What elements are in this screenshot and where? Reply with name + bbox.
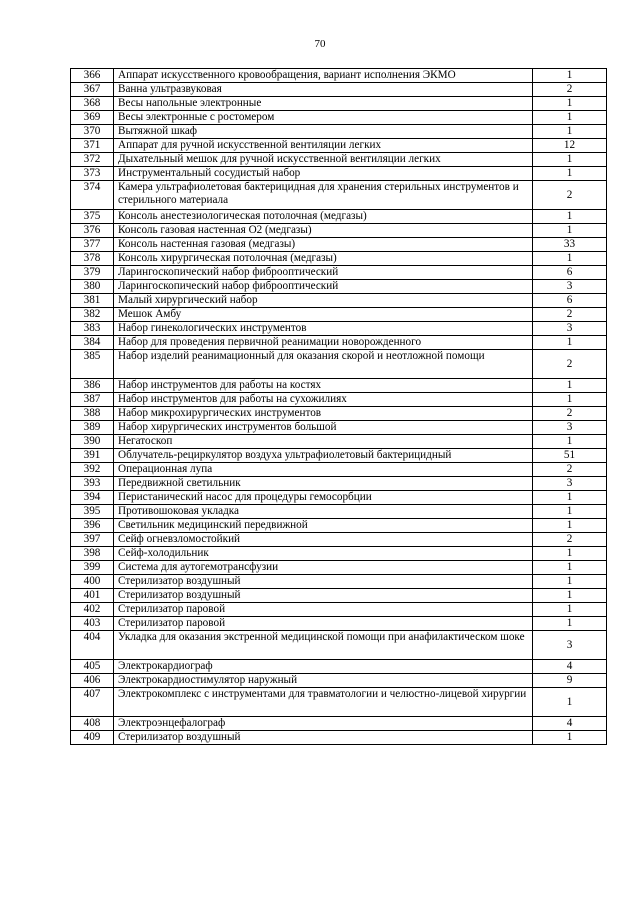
- item-name: Дыхательный мешок для ручной искусственной вентиляции легких: [114, 153, 533, 167]
- item-quantity: 3: [533, 477, 607, 491]
- table-row: [71, 294, 607, 308]
- table-row: [71, 421, 607, 435]
- item-name: Сейф огневзломостойкий: [114, 533, 533, 547]
- item-quantity: 4: [533, 660, 607, 674]
- item-quantity: 12: [533, 139, 607, 153]
- item-name: Консоль газовая настенная О2 (медгазы): [114, 224, 533, 238]
- item-quantity: 2: [533, 463, 607, 477]
- row-number: 403: [71, 617, 114, 631]
- table-row: [71, 731, 607, 745]
- row-number: 391: [71, 449, 114, 463]
- table-row: [71, 631, 607, 660]
- table-row: [71, 674, 607, 688]
- item-quantity: 4: [533, 717, 607, 731]
- table-row: [71, 575, 607, 589]
- item-quantity: 1: [533, 97, 607, 111]
- table-row: [71, 660, 607, 674]
- table-row: [71, 603, 607, 617]
- item-quantity: 1: [533, 491, 607, 505]
- table-row: [71, 547, 607, 561]
- item-name: Передвижной светильник: [114, 477, 533, 491]
- row-number: 366: [71, 69, 114, 83]
- row-number: 367: [71, 83, 114, 97]
- item-quantity: 1: [533, 393, 607, 407]
- table-row: [71, 350, 607, 379]
- table-row: [71, 688, 607, 717]
- row-number: 374: [71, 181, 114, 210]
- item-name: Набор хирургических инструментов большой: [114, 421, 533, 435]
- table-row: [71, 322, 607, 336]
- table-row: [71, 97, 607, 111]
- table-row: [71, 393, 607, 407]
- table-row: [71, 379, 607, 393]
- item-quantity: 2: [533, 407, 607, 421]
- table-row: [71, 505, 607, 519]
- item-name: Электроэнцефалограф: [114, 717, 533, 731]
- item-name: Консоль анестезиологическая потолочная (медгазы): [114, 210, 533, 224]
- item-name: Набор изделий реанимационный для оказания скорой и неотложной помощи: [114, 350, 533, 379]
- item-name: Ванна ультразвуковая: [114, 83, 533, 97]
- item-quantity: 1: [533, 603, 607, 617]
- item-name: Электрокардиостимулятор наружный: [114, 674, 533, 688]
- item-quantity: 1: [533, 575, 607, 589]
- row-number: 393: [71, 477, 114, 491]
- table-row: [71, 111, 607, 125]
- item-name: Система для аутогемотрансфузии: [114, 561, 533, 575]
- item-name: Мешок Амбу: [114, 308, 533, 322]
- row-number: 404: [71, 631, 114, 660]
- table-row: [71, 463, 607, 477]
- item-name: Консоль настенная газовая (медгазы): [114, 238, 533, 252]
- row-number: 368: [71, 97, 114, 111]
- row-number: 381: [71, 294, 114, 308]
- item-name: Электрокардиограф: [114, 660, 533, 674]
- item-quantity: 1: [533, 111, 607, 125]
- row-number: 377: [71, 238, 114, 252]
- item-quantity: 1: [533, 224, 607, 238]
- table-row: [71, 435, 607, 449]
- row-number: 386: [71, 379, 114, 393]
- table-row: [71, 589, 607, 603]
- item-quantity: 3: [533, 631, 607, 660]
- table-row: [71, 533, 607, 547]
- item-quantity: 1: [533, 435, 607, 449]
- row-number: 384: [71, 336, 114, 350]
- row-number: 379: [71, 266, 114, 280]
- item-quantity: 1: [533, 167, 607, 181]
- item-quantity: 3: [533, 280, 607, 294]
- table-row: [71, 238, 607, 252]
- item-name: Противошоковая укладка: [114, 505, 533, 519]
- row-number: 383: [71, 322, 114, 336]
- equipment-table-body: [71, 69, 607, 745]
- item-name: Вытяжной шкаф: [114, 125, 533, 139]
- row-number: 401: [71, 589, 114, 603]
- item-quantity: 6: [533, 294, 607, 308]
- item-name: Стерилизатор паровой: [114, 617, 533, 631]
- table-row: [71, 167, 607, 181]
- row-number: 407: [71, 688, 114, 717]
- item-name: Перистанический насос для процедуры гемосорбции: [114, 491, 533, 505]
- item-name: Инструментальный сосудистый набор: [114, 167, 533, 181]
- table-row: [71, 407, 607, 421]
- item-quantity: 1: [533, 688, 607, 717]
- row-number: 380: [71, 280, 114, 294]
- item-name: Набор гинекологических инструментов: [114, 322, 533, 336]
- table-row: [71, 280, 607, 294]
- row-number: 389: [71, 421, 114, 435]
- row-number: 378: [71, 252, 114, 266]
- item-quantity: 1: [533, 561, 607, 575]
- row-number: 372: [71, 153, 114, 167]
- row-number: 394: [71, 491, 114, 505]
- item-quantity: 2: [533, 533, 607, 547]
- item-name: Аппарат для ручной искусственной вентиляции легких: [114, 139, 533, 153]
- row-number: 388: [71, 407, 114, 421]
- table-row: [71, 252, 607, 266]
- item-quantity: 2: [533, 350, 607, 379]
- item-name: Сейф-холодильник: [114, 547, 533, 561]
- equipment-table: [70, 68, 607, 745]
- item-quantity: 2: [533, 181, 607, 210]
- table-row: [71, 69, 607, 83]
- row-number: 373: [71, 167, 114, 181]
- item-name: Консоль хирургическая потолочная (медгазы): [114, 252, 533, 266]
- row-number: 399: [71, 561, 114, 575]
- row-number: 402: [71, 603, 114, 617]
- row-number: 370: [71, 125, 114, 139]
- item-name: Камера ультрафиолетовая бактерицидная для хранения стерильных инструментов и стерильного материала: [114, 181, 533, 210]
- table-row: [71, 491, 607, 505]
- item-quantity: 1: [533, 210, 607, 224]
- item-quantity: 1: [533, 519, 607, 533]
- table-row: [71, 561, 607, 575]
- item-quantity: 1: [533, 731, 607, 745]
- item-name: Ларингоскопический набор фиброоптический: [114, 266, 533, 280]
- item-name: Светильник медицинский передвижной: [114, 519, 533, 533]
- item-name: Аппарат искусственного кровообращения, вариант исполнения ЭКМО: [114, 69, 533, 83]
- item-name: Операционная лупа: [114, 463, 533, 477]
- row-number: 392: [71, 463, 114, 477]
- item-quantity: 3: [533, 322, 607, 336]
- table-row: [71, 210, 607, 224]
- item-quantity: 33: [533, 238, 607, 252]
- row-number: 395: [71, 505, 114, 519]
- item-name: Набор микрохирургических инструментов: [114, 407, 533, 421]
- row-number: 405: [71, 660, 114, 674]
- item-name: Стерилизатор воздушный: [114, 589, 533, 603]
- item-quantity: 6: [533, 266, 607, 280]
- row-number: 382: [71, 308, 114, 322]
- row-number: 400: [71, 575, 114, 589]
- item-quantity: 2: [533, 83, 607, 97]
- item-name: Облучатель-рециркулятор воздуха ультрафиолетовый бактерицидный: [114, 449, 533, 463]
- item-quantity: 1: [533, 336, 607, 350]
- table-row: [71, 519, 607, 533]
- item-quantity: 51: [533, 449, 607, 463]
- item-quantity: 1: [533, 379, 607, 393]
- row-number: 396: [71, 519, 114, 533]
- row-number: 387: [71, 393, 114, 407]
- item-name: Электрокомплекс с инструментами для травматологии и челюстно-лицевой хирургии: [114, 688, 533, 717]
- table-row: [71, 83, 607, 97]
- item-name: Ларингоскопический набор фиброоптический: [114, 280, 533, 294]
- table-row: [71, 477, 607, 491]
- item-name: Весы электронные с ростомером: [114, 111, 533, 125]
- row-number: 385: [71, 350, 114, 379]
- item-quantity: 1: [533, 69, 607, 83]
- item-quantity: 1: [533, 589, 607, 603]
- table-row: [71, 617, 607, 631]
- table-row: [71, 717, 607, 731]
- item-name: Набор инструментов для работы на сухожилиях: [114, 393, 533, 407]
- item-quantity: 1: [533, 252, 607, 266]
- item-quantity: 3: [533, 421, 607, 435]
- table-row: [71, 125, 607, 139]
- item-name: Набор для проведения первичной реанимации новорожденного: [114, 336, 533, 350]
- row-number: 398: [71, 547, 114, 561]
- table-row: [71, 181, 607, 210]
- item-quantity: 9: [533, 674, 607, 688]
- item-name: Малый хирургический набор: [114, 294, 533, 308]
- item-quantity: 1: [533, 125, 607, 139]
- row-number: 408: [71, 717, 114, 731]
- item-quantity: 1: [533, 547, 607, 561]
- item-name: Негатоскоп: [114, 435, 533, 449]
- item-name: Весы напольные электронные: [114, 97, 533, 111]
- page-number: 70: [314, 38, 326, 50]
- item-name: Стерилизатор паровой: [114, 603, 533, 617]
- table-row: [71, 308, 607, 322]
- item-quantity: 1: [533, 153, 607, 167]
- row-number: 369: [71, 111, 114, 125]
- table-row: [71, 224, 607, 238]
- table-row: [71, 153, 607, 167]
- row-number: 397: [71, 533, 114, 547]
- item-quantity: 1: [533, 505, 607, 519]
- item-quantity: 2: [533, 308, 607, 322]
- table-row: [71, 139, 607, 153]
- row-number: 376: [71, 224, 114, 238]
- item-name: Укладка для оказания экстренной медицинской помощи при анафилактическом шоке: [114, 631, 533, 660]
- item-name: Стерилизатор воздушный: [114, 731, 533, 745]
- item-name: Стерилизатор воздушный: [114, 575, 533, 589]
- row-number: 390: [71, 435, 114, 449]
- table-row: [71, 266, 607, 280]
- row-number: 371: [71, 139, 114, 153]
- table-row: [71, 336, 607, 350]
- item-name: Набор инструментов для работы на костях: [114, 379, 533, 393]
- row-number: 409: [71, 731, 114, 745]
- row-number: 406: [71, 674, 114, 688]
- table-row: [71, 449, 607, 463]
- item-quantity: 1: [533, 617, 607, 631]
- row-number: 375: [71, 210, 114, 224]
